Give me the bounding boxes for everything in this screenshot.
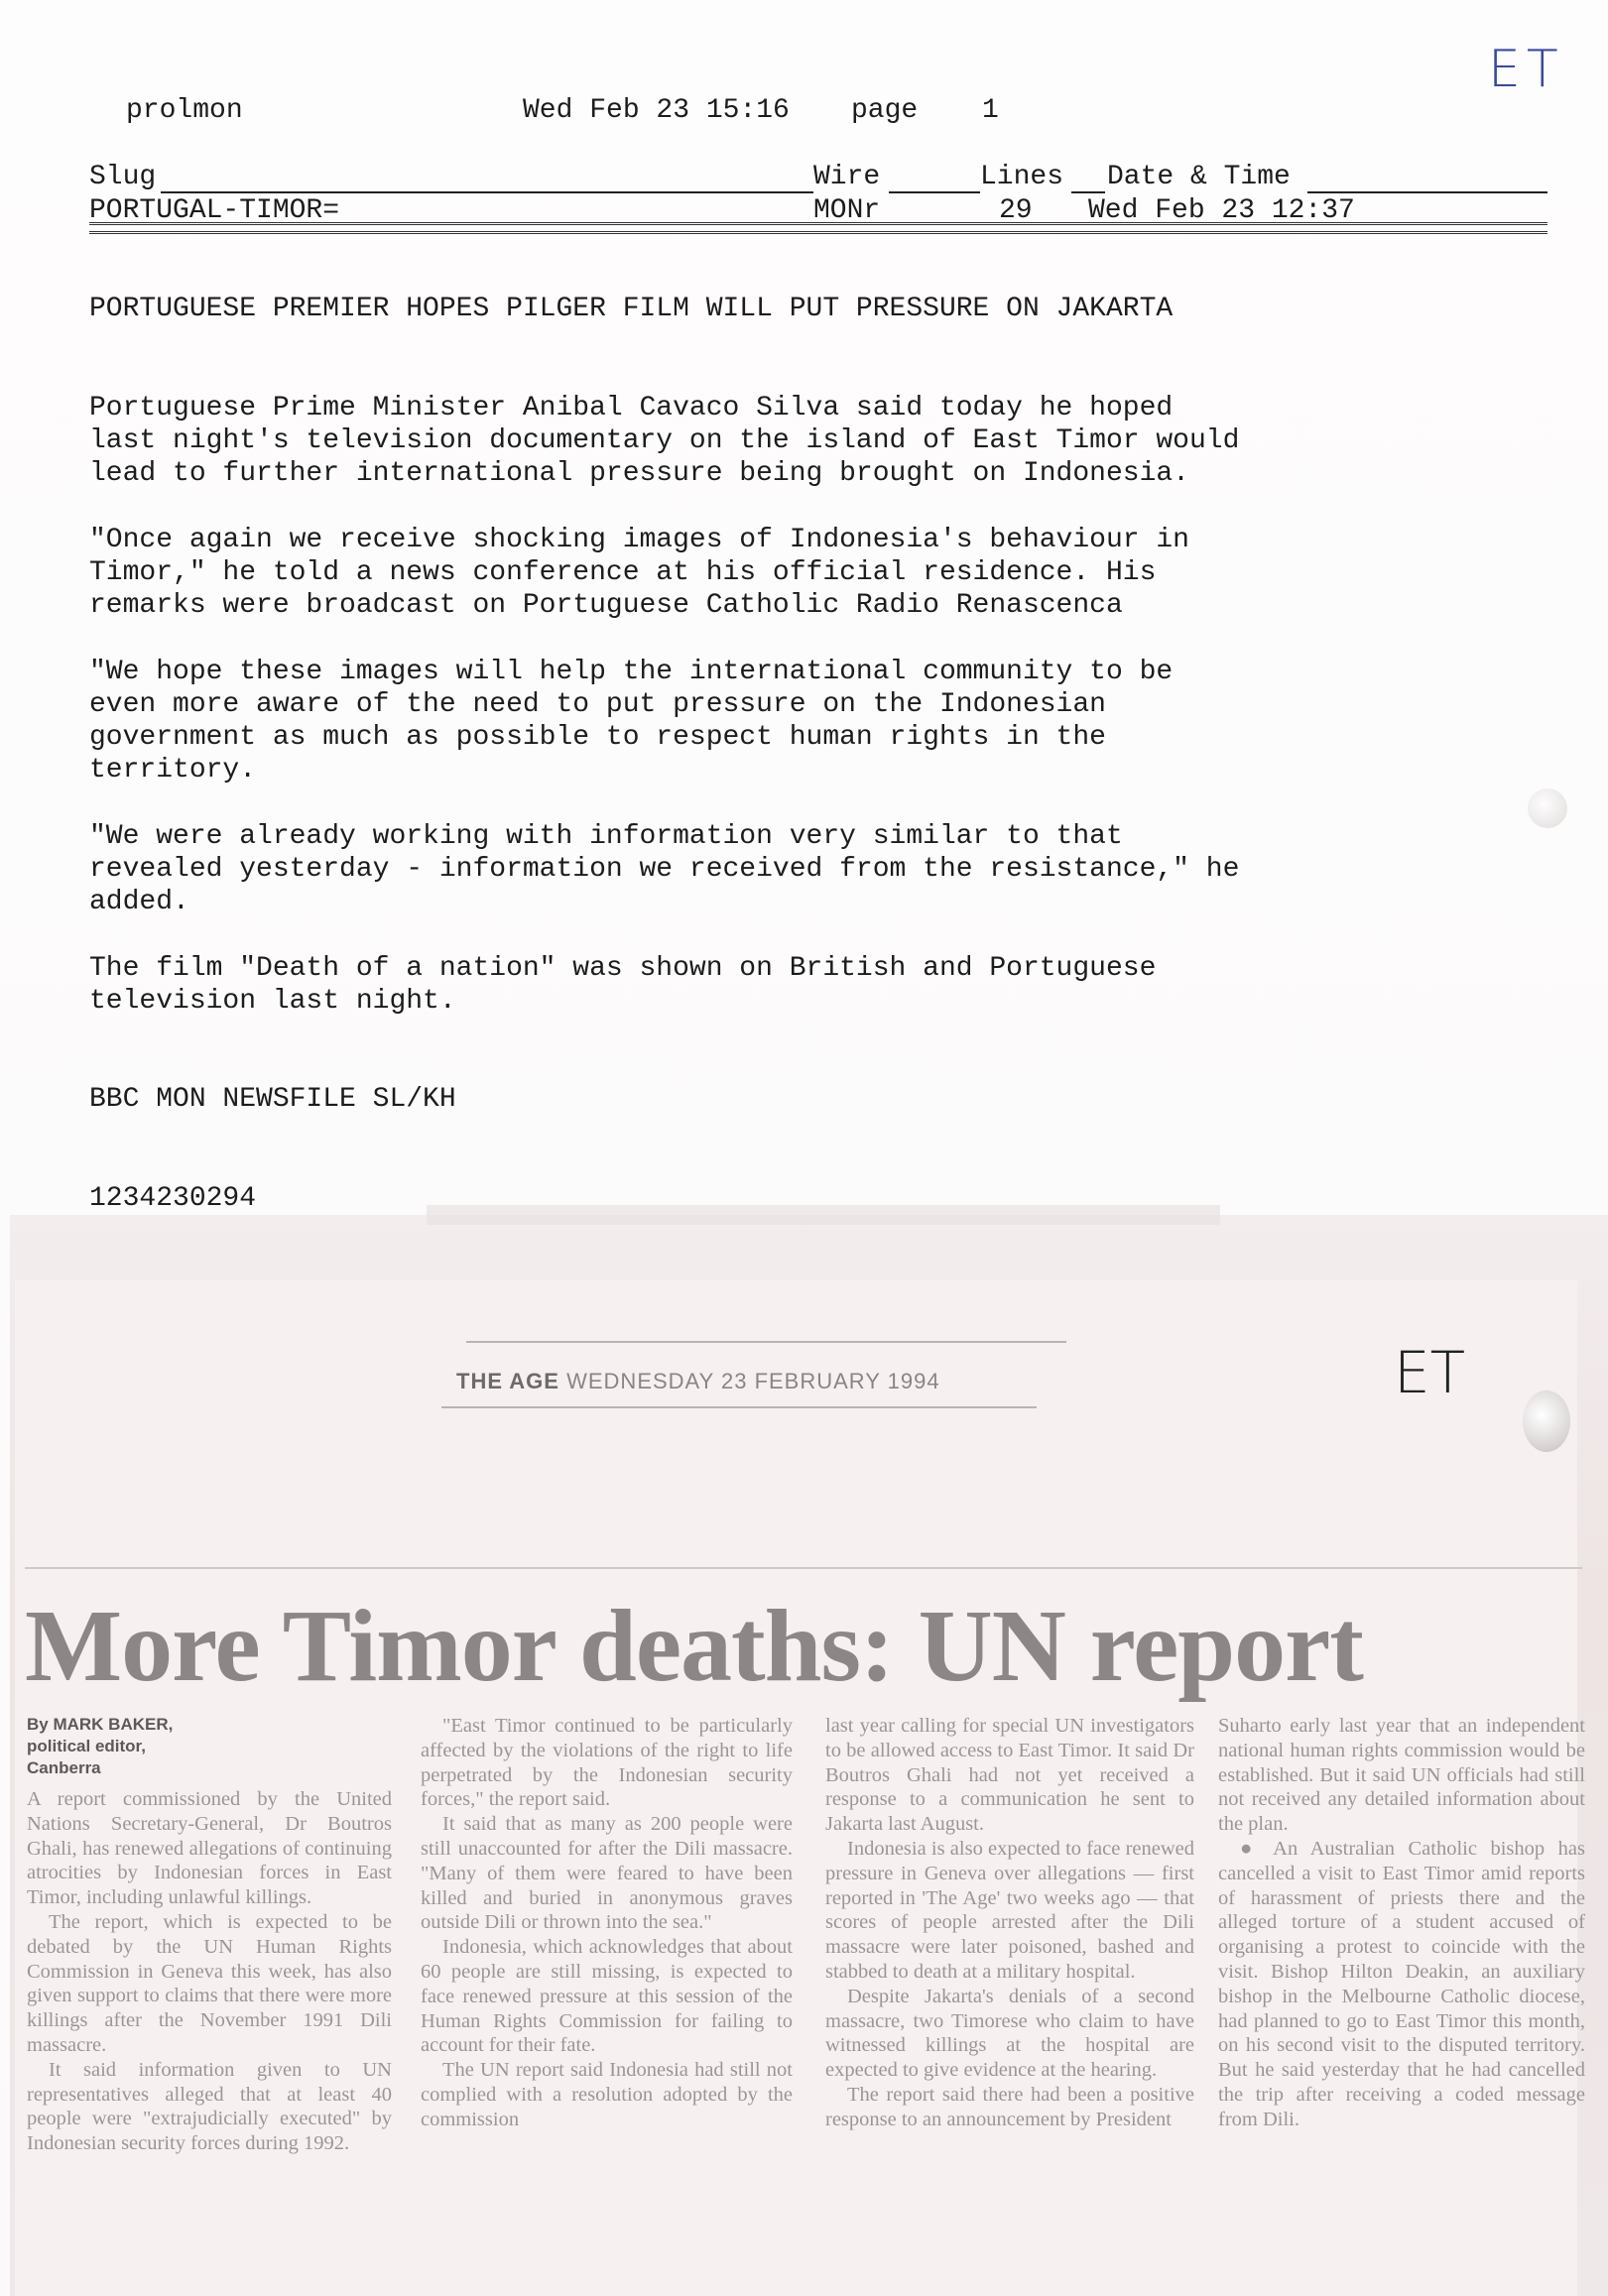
slug-label: Slug <box>89 162 157 192</box>
article-paragraph: Despite Jakarta's denials of a second massacre, two Timorese who claim to have witnessed killings at the hospital are expected to give evidence at the hearing. <box>825 1985 1194 2082</box>
article-column <box>27 1714 392 2156</box>
article-paragraph: A report commissioned by the United Nations Secretary-General, Dr Boutros Ghali, has renewed allegations of continuing atrocities by Indonesian forces in East Timor, including unlawful killings. <box>27 1788 392 1909</box>
slug-value: PORTUGAL-TIMOR= <box>89 195 340 226</box>
date-rule-bottom <box>441 1406 1037 1408</box>
story-paragraph: Portuguese Prime Minister Anibal Cavaco Silva said today he hoped last night's television documentary on the island of East Timor would lead to further international pressure being brought on Indonesia. <box>89 393 1240 489</box>
article-paragraph: Suharto early last year that an independent national human rights commission would be established. But it said UN officials had still not received any detailed information about the plan. <box>1218 1715 1585 1836</box>
sign-off: BBC MON NEWSFILE SL/KH <box>89 1084 456 1115</box>
article-paragraph: Indonesia, which acknowledges that about 60 people are still missing, is expected to face renewed pressure at this session of the Human Rights Commission for failing to account for their fate. <box>421 1936 793 2057</box>
story-paragraph: The film "Death of a nation" was shown on British and Portuguese television last night. <box>89 953 1157 1017</box>
article-column <box>825 1714 1194 2132</box>
wire-value: MONr <box>813 195 881 226</box>
byline-role: political editor, <box>27 1737 146 1755</box>
newspaper-name: THE AGE <box>456 1369 559 1393</box>
story-paragraph: "Once again we receive shocking images of Indonesia's behaviour in Timor," he told a news conference at his official residence. His remarks were broadcast on Portuguese Catholic Radio Renascenca <box>89 525 1189 621</box>
byline <box>27 1714 392 1779</box>
article-paragraph: Indonesia is also expected to face renewed pressure in Geneva over allegations — first reported in 'The Age' two weeks ago — that scores of people arrested after the Dili massacre were later poisoned, bashed and stabbed to death at a military hospital. <box>825 1837 1194 1983</box>
story-paragraph: "We were already working with information very similar to that revealed yesterday - information we received from the resistance," he added. <box>89 821 1240 917</box>
byline-name: By MARK BAKER, <box>27 1715 174 1734</box>
newspaper-date: WEDNESDAY 23 FEBRUARY 1994 <box>566 1369 940 1393</box>
article-paragraph: last year calling for special UN investigators to be allowed access to East Timor. It said Dr Boutros Ghali had not yet received a response to a communication he sent to Jakarta last August. <box>825 1715 1194 1836</box>
wire-label: Wire <box>813 162 881 192</box>
story-paragraph: "We hope these images will help the international community to be even more aware of the need to put pressure on the Indonesian government as much as possible to respect human rights in the territory. <box>89 657 1174 785</box>
double-rule-separator <box>89 222 1547 234</box>
lines-value: 29 <box>999 195 1033 226</box>
tape-edge <box>427 1205 1220 1225</box>
date-time-value: Wed Feb 23 12:37 <box>1088 195 1355 226</box>
article-paragraph: ● An Australian Catholic bishop has cancelled a visit to East Timor amid reports of harassment of priests there and the alleged torture of a student accused of organising a protest to coincide with the visit. Bishop Hilton Deakin, an auxiliary bishop in the Melbourne Catholic diocese, had planned to go to East Timor this month, on his second visit to the disputed territory. But he said yesterday that he had cancelled the trip after receiving a coded message from Dili. <box>1218 1837 1585 2130</box>
date-rule-top <box>466 1341 1066 1343</box>
story-headline: PORTUGUESE PREMIER HOPES PILGER FILM WILL PUT PRESSURE ON JAKARTA <box>89 294 1174 324</box>
article-paragraph: It said that as many as 200 people were still unaccounted for after the Dili massacre. "Many of them were feared to have been killed and buried in anonymous graves outside Dili or thrown into the sea." <box>421 1813 793 1934</box>
slug-rule <box>161 191 813 193</box>
article-paragraph: The report said there had been a positive response to an announcement by President <box>825 2083 1194 2130</box>
wire-rule <box>889 191 980 193</box>
pin-hole <box>1523 1390 1570 1452</box>
lines-rule <box>1071 191 1105 193</box>
clipping-headline: More Timor deaths: UN report <box>25 1589 1363 1703</box>
printout-timestamp: Wed Feb 23 15:16 <box>523 95 790 126</box>
article-paragraph: The report, which is expected to be debated by the UN Human Rights Commission in Geneva this week, has also given support to claims that there were more killings after the November 1991 Dili massacre. <box>27 1910 392 2056</box>
headline-rule <box>25 1567 1582 1569</box>
wire-service-name: prolmon <box>126 95 243 126</box>
lines-label: Lines <box>980 162 1064 192</box>
byline-location: Canberra <box>27 1758 101 1777</box>
article-column <box>421 1714 793 2132</box>
page-label: page <box>851 95 919 126</box>
pin-hole <box>1528 788 1567 828</box>
page-number: 1 <box>982 95 999 126</box>
article-column <box>1218 1714 1585 2132</box>
handwritten-annotation-top: ET <box>1488 40 1564 99</box>
article-paragraph: "East Timor continued to be particularly affected by the violations of the right to life perpetrated by the Indonesian security forces," the report said. <box>421 1715 793 1811</box>
handwritten-annotation-clipping: ET <box>1394 1339 1466 1406</box>
reference-number: 1234230294 <box>89 1183 257 1214</box>
article-paragraph: The UN report said Indonesia had still not complied with a resolution adopted by the commission <box>421 2059 793 2130</box>
newspaper-dateline <box>456 1369 940 1394</box>
date-time-rule <box>1307 191 1547 193</box>
article-paragraph: It said information given to UN representatives alleged that at least 40 people were "extrajudicially executed" by Indonesian security forces during 1992. <box>27 2058 392 2155</box>
date-time-label: Date & Time <box>1107 162 1291 192</box>
